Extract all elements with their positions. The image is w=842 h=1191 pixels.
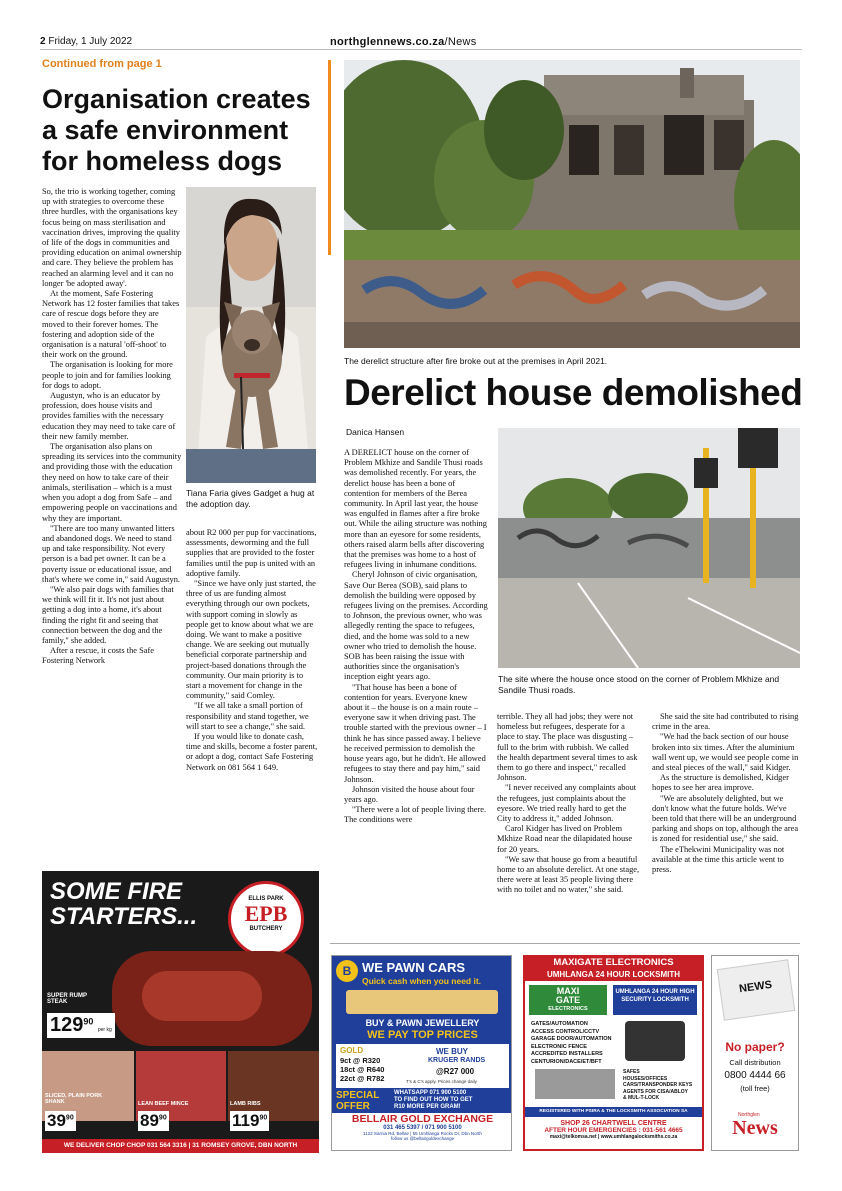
story2-c3-p4: "We are absolutely delighted, but we don't know what the future holds. We've been told that there will be an underground parking and shops on top, although the area is zoned for residential use," she said.	[652, 793, 799, 844]
epb-item-1-name: SUPER RUMP STEAK	[47, 993, 87, 1005]
dog-photo-caption: Tiana Faria gives Gadget a hug at the adoption day.	[186, 488, 315, 509]
story1-c2-p2: "Since we have only just started, the three of us are funding almost everything through our own pockets, with support coming in slowly as people get to know about what we are doing. We want to make a positive change. We are seeking out mutually beneficial corporate partnership and project-based donations through the community. Our main priority is to start a movement for change in the community," said Comley.	[186, 579, 316, 701]
maxigate-service-garage: GARAGE DOOR/AUTOMATION	[531, 1036, 612, 1042]
site-name: northglennews.co.za	[330, 36, 445, 48]
toll-free: (toll free)	[740, 1084, 770, 1093]
bellair-gold-price-9ct: 9ct @ R320	[340, 1056, 381, 1065]
bellair-subline: Quick cash when you need it.	[362, 976, 482, 986]
story2-c1-p1: A DERELICT house on the corner of Problem Mkhize and Sandile Thusi roads was demolished recently. For years, the derelict house has been a bone of contention for members of the Berea community. In April last year, the house was engulfed in flames after a fire broke out. While the ailing structure was nothing more than an eyesore for some residents, others raised alarm bells after discovering that the premises was home to a host of refugees living in inhumane conditions.	[344, 448, 487, 570]
story1-c1-p6: "There are too many unwanted litters and abandoned dogs. We need to stand up and take responsibility. Not every person is a bad pet owner. It can be a poverty issue or educational issue, and that's where we come in," said Augustyn.	[42, 523, 180, 584]
maxigate-contact	[525, 1120, 702, 1140]
story1-column-1	[42, 187, 182, 667]
bellair-kruger: KRUGER RANDS	[428, 1057, 486, 1064]
bellair-gold-ad	[331, 955, 512, 1151]
maxigate-service-multlock: & MUL-T-LOCK	[623, 1095, 660, 1101]
maxigate-logo1: MAXI	[556, 986, 580, 996]
newspaper-image	[717, 959, 796, 1021]
bellair-name: BELLAIR GOLD EXCHANGE	[351, 1113, 494, 1125]
jewellery-image	[346, 990, 498, 1014]
derelict-photo-caption: The derelict structure after fire broke out at the premises in April 2021.	[344, 356, 608, 366]
derelict-house-photo	[344, 60, 800, 348]
bellair-address: 1122 Sarnia Rd, Bellair | 55 Umhlanga Rocks Dr, Dbn North	[363, 1131, 482, 1136]
story2-byline: Danica Hansen	[346, 427, 405, 437]
story1-c1-p8: After a rescue, it costs the Safe Fostering Network	[42, 646, 154, 666]
story1-column-2	[186, 528, 318, 773]
bellair-special-offer	[336, 1090, 379, 1112]
story2-c3-p3: As the structure is demolished, Kidger hopes to see her area improve.	[652, 773, 789, 793]
maxigate-service-gates: GATES/AUTOMATION	[531, 1021, 588, 1027]
bellair-whatsapp-line3: R10 MORE PER GRAM!	[394, 1104, 461, 1110]
bellair-footer	[332, 1113, 512, 1150]
story1-c1-p5: The organisation also plans on spreading its services into the community and providing those with the education they need on how to take care of their animals, sterilisation – which is a must when you adopt a dog from Safe – and empowering people on vaccinations and why they are important.	[42, 442, 182, 523]
epb-headline-line1: SOME FIRE	[50, 878, 183, 905]
epb-item-1-price-tag	[47, 1013, 115, 1038]
continued-kicker: Continued from page 1	[42, 58, 162, 70]
story2-c3-p5: The eThekwini Municipality was not available at the time this article went to press.	[652, 844, 785, 875]
maxigate-title1: MAXIGATE ELECTRONICS	[553, 957, 674, 968]
story1-c1-p7: "We also pair dogs with families that we think will fit it. It's not just about getting a dog into a home, it's about finding the right fit and seeing that connection between the dog and the family," she added.	[42, 584, 174, 645]
epb-headline	[50, 879, 197, 929]
story2-c3-p1: She said the site had contributed to rising crime in the area.	[652, 712, 799, 732]
bellair-phones: 031 465 5397 / 071 900 5100	[383, 1125, 462, 1131]
epb-item-3-price-tag	[138, 1111, 169, 1131]
maxigate-service-houses: HOUSES/OFFICES	[623, 1075, 668, 1082]
maxigate-services-right	[623, 1069, 692, 1102]
maxigate-service-brands: CENTURION/DACE/ET/BFT	[531, 1058, 602, 1065]
dog-photo	[186, 187, 316, 483]
maxigate-title-bar	[525, 957, 702, 981]
maxigate-web: maxi@telkomsa.net | www.umhlangalocksmiths.co.za	[549, 1134, 678, 1140]
story2-c1-p4: Johnson visited the house about four years ago.	[344, 784, 475, 804]
steak-image	[112, 951, 312, 1046]
bellair-whatsapp-line1: WHATSAPP 071 900 5100	[394, 1090, 467, 1096]
epb-item-4-name: LAMB RIBS	[230, 1101, 261, 1107]
bellair-buy-line: BUY & PAWN JEWELLERY	[365, 1018, 480, 1028]
bellair-prices-panel	[336, 1044, 509, 1088]
issue-date: Friday, 1 July 2022	[48, 36, 133, 47]
distribution-number: 0800 4444 66	[724, 1070, 786, 1081]
bellair-badge: B	[336, 960, 358, 982]
page-folio	[40, 36, 132, 47]
bellair-gold-prices	[340, 1056, 384, 1083]
epb-item-2-cents: 90	[65, 1114, 74, 1122]
epb-item-3-name: LEAN BEEF MINCE	[138, 1101, 189, 1107]
story2-c2-p4: "We saw that house go from a beautiful home to an absolute derelict. At one stage, there were at least 35 people living there with no toilet and no water," she said.	[497, 854, 640, 895]
maxigate-registered: REGISTERED WITH PSIRA & THE LOCKSMITH ASSOCIATION SA	[525, 1107, 702, 1117]
epb-logo	[228, 881, 304, 957]
story2-c1-p3: "That house has been a bone of contention for years. Everyone knew about it – the house is on a main route – everyone saw it when driving past. The trouble started with the previous owner – I think he has since passed away. I believe he received permission to demolish the house years ago, but he didn't. He allowed refugees to stay there and pay him," said Johnson.	[344, 682, 487, 784]
gate-image	[535, 1069, 615, 1099]
dog-photo-illustration	[186, 187, 316, 483]
epb-item-1-unit: per kg	[97, 1027, 112, 1033]
bellair-offer: OFFER	[336, 1101, 370, 1112]
steak-image-inner	[142, 971, 262, 1021]
story2-c2-p2: "I never received any complaints about the refugees, just complaints about the eyesore. We tried really hard to get the City to address it," added Johnson.	[497, 783, 637, 824]
epb-item-2-name: SLICED, PLAIN PORK SHANK	[45, 1093, 103, 1105]
epb-logo-top: ELLIS PARK	[248, 896, 284, 902]
epb-item-1-price: 129	[50, 1014, 84, 1036]
maxigate-ad	[523, 955, 704, 1151]
epb-item-3-cents: 90	[158, 1114, 167, 1122]
epb-logo-main: EPB	[244, 901, 288, 926]
northglen-news-logo	[712, 1112, 798, 1138]
maxigate-logo3: ELECTRONICS	[548, 1006, 588, 1012]
masthead	[330, 36, 477, 48]
story1-c1-p2: At the moment, Safe Fostering Network has 12 foster families that takes care of rescue dogs before they are moved to their forever homes. The fostering and adoption side of the organisation is a natural 'off-shoot' to their work on the ground.	[42, 289, 180, 360]
story2-column-2	[497, 712, 641, 896]
epb-item-2-price: 39	[47, 1111, 66, 1130]
bellair-social: follow us @bellairgoldexchange	[390, 1136, 455, 1141]
no-paper-question: No paper?	[725, 1040, 785, 1054]
epb-butchery-ad	[42, 871, 319, 1153]
bellair-gold-price-22ct: 22ct @ R782	[340, 1074, 385, 1083]
news-brand: News	[732, 1117, 778, 1139]
no-paper-ad	[711, 955, 799, 1151]
story2-column-3	[652, 712, 800, 875]
bellair-whatsapp	[394, 1090, 472, 1111]
maxigate-service-access: ACCESS CONTROL/CCTV	[531, 1028, 600, 1035]
maxigate-logo	[529, 985, 607, 1015]
story1-c2-p4: If you would like to donate cash, time and skills, become a foster parent, or adopt a dog, contact Safe Fostering Network on 081 564 1 649.	[186, 732, 318, 772]
maxigate-locksmith-box: UMHLANGA 24 HOUR HIGH SECURITY LOCKSMITH	[613, 985, 697, 1015]
newspaper-word: NEWS	[738, 978, 773, 996]
story2-headline: Derelict house demolished	[344, 372, 803, 413]
epb-item-4-price-tag	[230, 1111, 269, 1131]
epb-footer: WE DELIVER CHOP CHOP 031 564 3316 | 31 ROMSEY GROVE, DBN NORTH	[42, 1139, 319, 1153]
bellair-pay-line: WE PAY TOP PRICES	[367, 1029, 478, 1041]
car-keys-image	[625, 1021, 685, 1061]
demolished-site-photo	[498, 428, 800, 668]
bellair-kruger-price: @R27 000	[436, 1067, 475, 1076]
epb-item-3-price: 89	[140, 1111, 159, 1130]
maxigate-service-cars: CARS/TRANSPONDER KEYS	[623, 1082, 693, 1088]
maxigate-service-installers: ACCREDITED INSTALLERS	[531, 1051, 603, 1057]
story2-column-1	[344, 448, 488, 826]
epb-headline-line2: STARTERS...	[50, 903, 198, 930]
maxigate-emergency: AFTER HOUR EMERGENCIES : 031-561 4665	[544, 1127, 683, 1134]
northglen-small: Northglen	[738, 1112, 760, 1118]
bellair-special: SPECIAL	[336, 1090, 380, 1101]
story1-c2-p1: about R2 000 per pup for vaccinations, assessments, deworming and the full supplies that are provided to the foster families until the pup is united with an adoptive family.	[186, 528, 317, 578]
epb-item-1-cents: 90	[83, 1016, 94, 1027]
maxigate-service-fence: ELECTRONIC FENCE	[531, 1043, 587, 1050]
story2-c2-p1: terrible. They all had jobs; they were not homeless but refugees, desperate for a place to stay. The place was disgusting – full to the brim with rubbish. We called the health department several times to ask them to go there and inspect," recalled Johnson.	[497, 712, 638, 783]
site-photo-caption: The site where the house once stood on the corner of Problem Mkhize and Sandile Thusi roads.	[498, 674, 780, 695]
maxigate-service-safes: SAFES	[623, 1069, 640, 1075]
header-rule	[40, 49, 802, 50]
story1-c1-p3: The organisation is looking for more people to join and for families looking for dogs to adopt.	[42, 360, 173, 390]
epb-item-4-cents: 90	[259, 1114, 268, 1122]
story1-c2-p3: "If we all take a small portion of responsibility and stand together, we will start to see a change," she said.	[186, 701, 309, 731]
section-name: /News	[444, 36, 477, 48]
story2-c3-p2: "We had the back section of our house broken into six times. After the aluminium wall went up, we would see people come in and steal pieces of the wall," said Kidger.	[652, 732, 799, 773]
derelict-house-illustration	[344, 60, 800, 348]
story1-c1-p4: Augustyn, who is an educator by profession, does house visits and provides families with the necessary education they may need to take care of their new family member.	[42, 391, 176, 441]
bellair-we-buy: WE BUY	[436, 1047, 468, 1056]
maxigate-logo2: GATE	[555, 995, 581, 1005]
orange-divider	[328, 60, 331, 255]
story2-c2-p3: Carol Kidger has lived on Problem Mkhize Road near the dilapidated house for 20 years.	[497, 824, 633, 854]
maxigate-service-agents: AGENTS FOR CISA/ABLOY	[623, 1088, 689, 1095]
epb-logo-bottom: BUTCHERY	[249, 926, 283, 932]
bellair-headline: WE PAWN CARS	[362, 960, 466, 975]
story2-c1-p2: Cheryl Johnson of civic organisation, Save Our Berea (SOB), said plans to demolish the building were opposed by refugees living on the premises. According to Johnson, the previous owner, who was allegedly renting the space to refugees, died, and the home was sold to a new owner who tried to demolish the house. SOB has been raising the issue with authorities since the organisation's inception eight years ago.	[344, 570, 488, 682]
maxigate-shop: SHOP 26 CHARTWELL CENTRE	[560, 1120, 667, 1127]
story2-c1-p5: "There were a lot of people living there. The conditions were	[344, 805, 487, 825]
bellair-gold-label: GOLD	[340, 1046, 364, 1055]
bellair-whatsapp-line2: TO FIND OUT HOW TO GET	[394, 1097, 473, 1103]
story1-headline: Organisation creates a safe environment for homeless dogs	[42, 84, 311, 176]
story2-bottom-rule	[330, 943, 800, 944]
epb-item-2-price-tag	[45, 1111, 76, 1131]
maxigate-services-left	[531, 1021, 611, 1066]
bellair-terms: T's & C's apply. Prices change daily	[406, 1079, 477, 1084]
maxigate-title2: UMHLANGA 24 HOUR LOCKSMITH	[546, 970, 681, 979]
call-distribution: Call distribution	[729, 1058, 781, 1067]
epb-item-4-price: 119	[232, 1111, 260, 1130]
story1-c1-p1: So, the trio is working together, coming up with strategies to overcome these three hurdles, with the organisations key focus being on mass sterilisation and vaccination drives, improving the quality of life of the dogs in communities and providing education on animal ownership and care. They believe the problem has reached an alarming level and it can no longer 'be adopted away'.	[42, 187, 182, 288]
bellair-gold-price-18ct: 18ct @ R640	[340, 1065, 385, 1074]
page-number: 2	[40, 36, 46, 47]
demolished-site-illustration	[498, 428, 800, 668]
